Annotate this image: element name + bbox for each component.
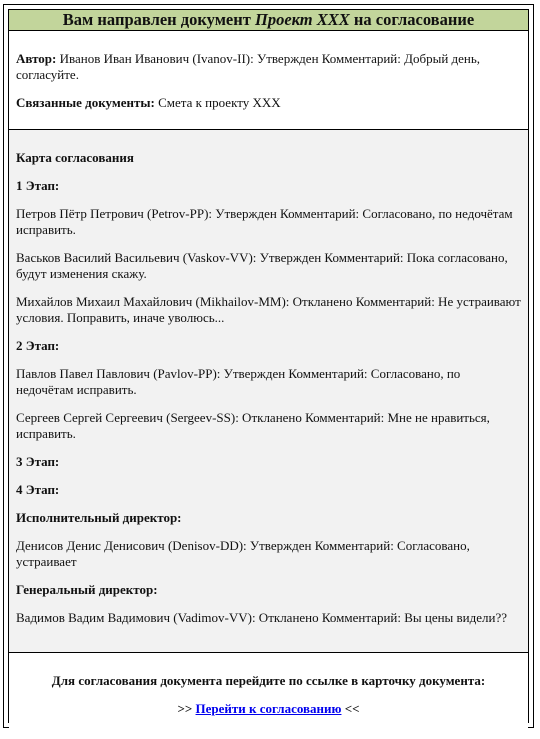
go-to-approval-link[interactable]: Перейти к согласованию [195, 701, 342, 716]
header-title [63, 10, 474, 30]
stage-label: Исполнительный директор: [16, 510, 182, 525]
link-prefix: >> [177, 701, 193, 716]
footer-instruction: Для согласования документа перейдите по ссылке в карточку документа: [51, 673, 486, 688]
approval-entry: Михайлов Михаил Махайлович (Mikhailov-MM): Откланено Комментарий: Не устраивают условия. Поправить, иначе уволюсь... [16, 294, 521, 325]
link-suffix: << [344, 701, 360, 716]
approval-map-section [9, 130, 528, 653]
document-meta-section [9, 31, 528, 130]
email-inner-frame [8, 9, 529, 723]
header-document-name: Проект XXX [255, 10, 350, 29]
approval-entry: Денисов Денис Денисович (Denisov-DD): Утвержден Комментарий: Согласовано, устраивает [16, 538, 470, 569]
related-documents-row [16, 95, 521, 111]
stage-label: 2 Этап: [16, 338, 60, 353]
email-header [9, 10, 528, 31]
approval-entry: Вадимов Вадим Вадимович (Vadimov-VV): Откланено Комментарий: Вы цены видели?? [16, 610, 508, 625]
stage-label: 3 Этап: [16, 454, 60, 469]
stage-label: 1 Этап: [16, 178, 60, 193]
email-footer [9, 653, 528, 739]
header-title-suffix: на согласование [353, 10, 475, 29]
author-value: Иванов Иван Иванович (Ivanov-II): Утвержден Комментарий: Добрый день, согласуйте. [16, 51, 481, 82]
approval-map-title: Карта согласования [16, 150, 134, 165]
header-title-prefix: Вам направлен документ [62, 10, 251, 29]
approval-entry: Петров Пётр Петрович (Petrov-PP): Утвержден Комментарий: Согласовано, по недочётам исправить. [16, 206, 513, 237]
approval-stages [16, 178, 521, 626]
stage-label: Генеральный директор: [16, 582, 158, 597]
approval-entry: Павлов Павел Павлович (Pavlov-PP): Утвержден Комментарий: Согласовано, по недочётам исправить. [16, 366, 461, 397]
related-documents-label: Связанные документы: [16, 95, 155, 110]
author-label: Автор: [16, 51, 57, 66]
approval-entry: Сергеев Сергей Сергеевич (Sergeev-SS): Откланено Комментарий: Мне не нравиться, исправить. [16, 410, 490, 441]
author-row [16, 51, 521, 83]
footer-link-row [16, 701, 521, 717]
related-documents-value: Смета к проекту XXX [158, 95, 281, 110]
stage-label: 4 Этап: [16, 482, 60, 497]
email-outer-frame [3, 4, 534, 728]
approval-entry: Васьков Василий Васильевич (Vaskov-VV): Утвержден Комментарий: Пока согласовано, будут изменения скажу. [16, 250, 508, 281]
